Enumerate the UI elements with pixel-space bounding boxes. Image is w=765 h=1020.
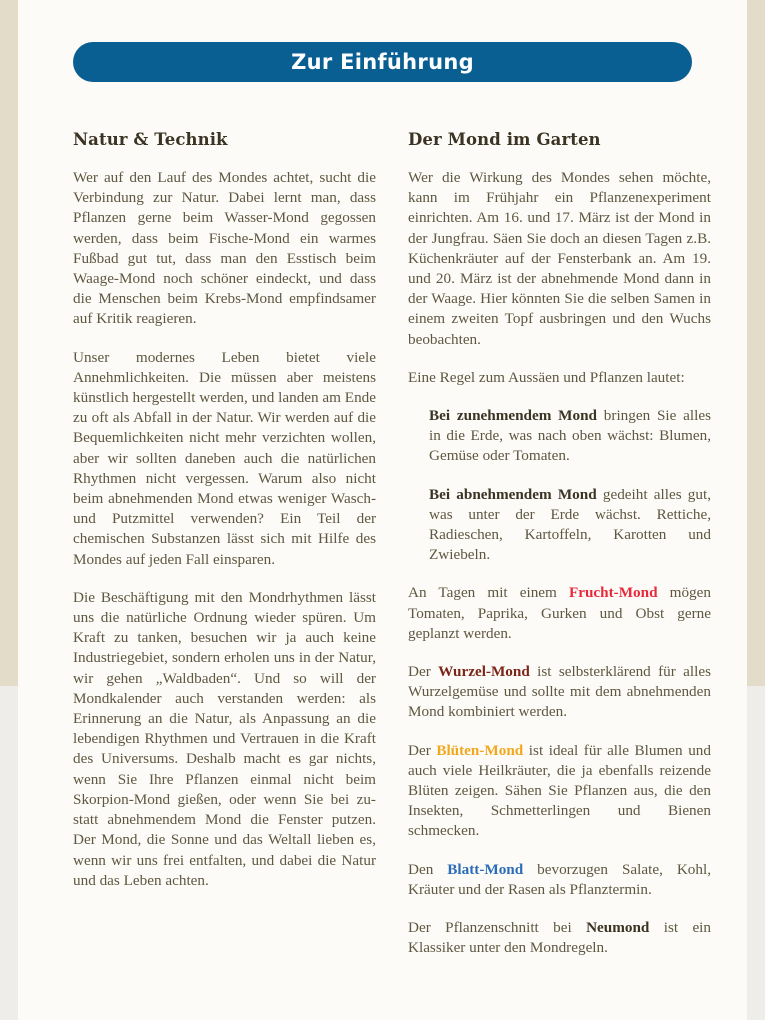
edge-strip-left (0, 0, 18, 686)
wurzel-mond-term: Wurzel-Mond (438, 663, 530, 681)
paragraph: Wer die Wirkung des Mondes sehen möchte, kann im Frühjahr ein Pflanzenexperiment einrichten. Am 16. und 17. März ist der Mond in der Jungfrau. Säen Sie doch an diesen Tagen z.B. Küchenkräuter auf der Fensterbank an. Am 19. und 20. März ist der abnehmende Mond dann in der Waage. Hier könnten Sie die selben Samen in einem zweiten Topf ausbringen und den Wuchs beobachten. (408, 169, 711, 348)
mond-paragraph (408, 583, 711, 644)
mond-paragraph (408, 741, 711, 842)
mond-paragraph (408, 860, 711, 900)
mond-text-before: Der (408, 741, 437, 759)
page-sheet (18, 0, 747, 1020)
rule-item (429, 406, 711, 467)
mond-text-before: Der Pflanzenschnitt bei (408, 919, 587, 937)
rule-text: bringen Sie alles in die Erde, was nach oben wächst: Blumen, Gemüse oder Tomaten. (429, 407, 711, 465)
banner-container (18, 0, 747, 82)
left-column (73, 130, 376, 959)
rule-lead: Bei abnehmendem Mond (429, 485, 597, 503)
section-banner (73, 42, 692, 82)
blatt-mond-term: Blatt-Mond (447, 860, 524, 878)
mond-text-after: ist selbsterklärend für alles Wurzelgemüse und sollte mit dem abnehmenden Mond kombiniert werden. (408, 663, 711, 721)
mond-text-after: ist ein Klassiker unter den Mondregeln. (408, 919, 712, 957)
paragraph: Wer auf den Lauf des Mondes achtet, sucht die Verbindung zur Natur. Dabei lernt man, dass Pflanzen gerne beim Wasser-Mond gegossen werden, dass beim Fische-Mond ein warmes Fußbad gut tut, dass man den Esstisch beim Waage-Mond noch schöner eindeckt, und dass die Menschen beim Krebs-Mond empfindsamer auf Kritik reagieren. (73, 169, 376, 328)
paragraph: Unser modernes Leben bietet viele Annehmlichkeiten. Die müssen aber meistens künstlich hergestellt werden, und landen am Ende zu oft als Abfall in der Natur. Wir werden auf die Bequemlichkeiten nicht mehr verzichten wollen, aber wir sollten daneben auch die natürlichen Rhythmen nicht vergessen. Warum also nicht beim abnehmenden Mond etwas weniger Wasch- und Putzmittel verwenden? Ein Teil der chemischen Substanzen lässt sich mit Hilfe des Mondes auf jeden Fall einsparen. (73, 348, 376, 568)
mond-text-before: Den (408, 860, 448, 878)
mond-text-before: An Tagen mit einem (408, 584, 569, 602)
mond-paragraph (408, 918, 711, 958)
mond-text-after: ist ideal für alle Blumen und auch viele Heilkräuter, die ja ebenfalls reizende Blüten zeigen. Sähen Sie Pflanzen aus, die den Insekten, Schmetterlingen und Bienen schmecken. (408, 741, 711, 840)
right-column (408, 130, 711, 959)
two-column-body (18, 82, 747, 959)
banner-title: Zur Einführung (291, 50, 474, 74)
mond-text-after: bevorzugen Salate, Kohl, Kräuter und der Rasen als Pflanztermin. (408, 860, 711, 898)
left-column-heading: Natur & Technik (73, 130, 228, 149)
rule-intro-paragraph: Eine Regel zum Aussäen und Pflanzen lautet: (408, 368, 685, 386)
paragraph: Die Beschäftigung mit den Mondrhythmen lässt uns die natürliche Ordnung wieder spüren. Um Kraft zu tanken, besuchen wir ja auch keine Industriegebiet, sondern erholen uns in der Natur, wir gehen „Waldbaden“. Und so will der Mondkalender auch verstanden werden: als Erinnerung an die Natur, als Anpassung an die lebendigen Rhythmen und Vertrauen in die Kraft des Universums. Deshalb macht es gar nichts, wenn Sie Ihre Pflanzen einmal nicht beim Skorpion-Mond gießen, oder wenn Sie bei zu- statt abnehmendem Mond die Fenster putzen. Der Mond, die Sonne und das Weltall lieben es, wenn wir uns frei entfalten, und dabei die Natur und das Leben achten. (73, 588, 376, 889)
rule-lead: Bei zunehmendem Mond (429, 407, 597, 425)
edge-strip-right (747, 0, 765, 686)
blueten-mond-term: Blüten-Mond (436, 741, 524, 759)
neumond-term: Neumond (586, 919, 650, 937)
rule-text: gedeiht alles gut, was unter der Erde wächst. Rettiche, Radieschen, Kartoffeln, Karotten und Zwiebeln. (429, 485, 712, 564)
frucht-mond-term: Frucht-Mond (568, 584, 658, 602)
right-column-heading: Der Mond im Garten (408, 130, 601, 149)
mond-paragraph (408, 662, 711, 723)
rule-item (429, 485, 711, 566)
mond-text-before: Der (408, 663, 439, 681)
mond-text-after: mögen Tomaten, Paprika, Gurken und Obst gerne geplanzt werden. (408, 584, 711, 642)
